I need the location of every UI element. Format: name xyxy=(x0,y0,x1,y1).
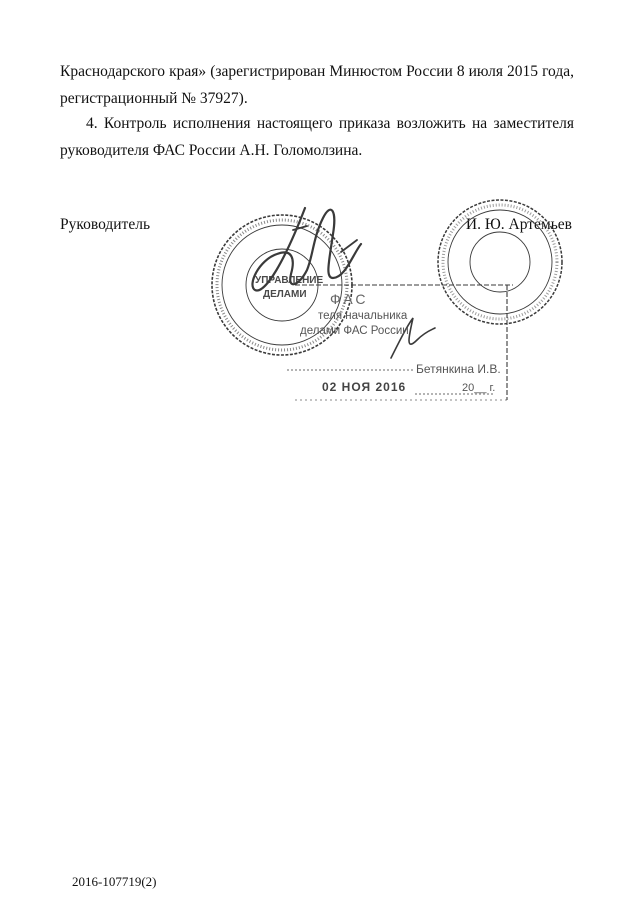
footer-document-number: 2016-107719(2) xyxy=(72,874,157,889)
signature-name: И. Ю. Артемьев xyxy=(465,216,572,233)
svg-text:ДЕЛАМИ: ДЕЛАМИ xyxy=(263,289,307,300)
signature-title: Руководитель xyxy=(60,216,151,233)
copy-stamp-line-2: делами ФАС России xyxy=(300,325,409,337)
copy-stamp-date: 02 НОЯ 2016 xyxy=(322,380,407,394)
svg-text:УПРАВЛЕНИЕ: УПРАВЛЕНИЕ xyxy=(255,275,324,286)
copy-stamp-year-tail: 20__ г. xyxy=(462,382,496,394)
copy-stamp-line-1: теля начальника xyxy=(318,310,408,322)
paragraph-2: 4. Контроль исполнения настоящего приказа возложить на заместителя руководителя ФАС России А.Н. Голомолзина. xyxy=(60,115,574,159)
round-seal-secondary xyxy=(438,200,562,324)
copy-stamp-signer: Бетянкина И.В. xyxy=(416,362,501,376)
copy-stamp-header: ФАС xyxy=(330,291,369,307)
paragraph-1: Краснодарского края» (зарегистрирован Минюстом России 8 июля 2015 года, регистрационный № 37927). xyxy=(60,63,574,107)
seal-and-signature-graphic xyxy=(195,190,575,410)
